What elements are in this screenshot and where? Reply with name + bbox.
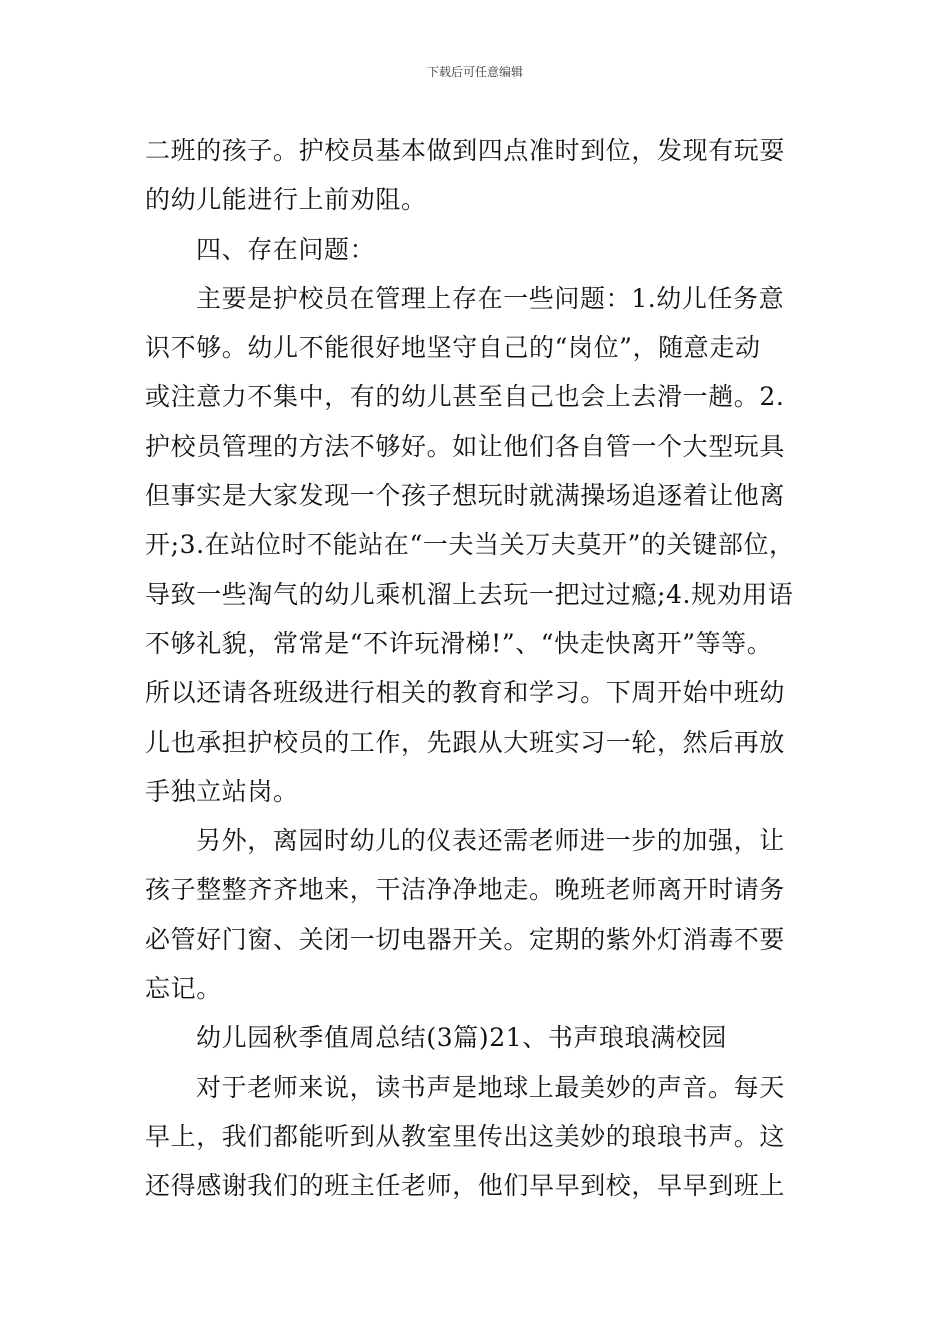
text-line: 二班的孩子。护校员基本做到四点准时到位，发现有玩耍 bbox=[145, 136, 786, 165]
text-line: 孩子整整齐齐地来，干洁净净地走。晚班老师离开时请务 bbox=[145, 875, 786, 905]
text-line: 主要是护校员在管理上存在一些问题：1.幼儿任务意 bbox=[196, 283, 785, 313]
text-line: 必管好门窗、关闭一切电器开关。定期的紫外灯消毒不要 bbox=[145, 924, 786, 954]
text-line: 但事实是大家发现一个孩子想玩时就满操场追逐着让他离 bbox=[145, 481, 786, 511]
text-line: 忘记。 bbox=[145, 974, 222, 1004]
text-line: 护校员管理的方法不够好。如让他们各自管一个大型玩具 bbox=[145, 431, 786, 461]
text-line: 不够礼貌，常常是“不许玩滑梯!”、“快走快离开”等等。 bbox=[145, 628, 773, 658]
text-line: 所以还请各班级进行相关的教育和学习。下周开始中班幼 bbox=[145, 678, 786, 708]
text-line: 早上，我们都能听到从教室里传出这美妙的琅琅书声。这 bbox=[145, 1121, 786, 1151]
text-line: 对于老师来说，读书声是地球上最美妙的声音。每天 bbox=[196, 1072, 785, 1102]
page-header: 下载后可任意编辑 bbox=[426, 65, 523, 79]
document-body bbox=[145, 126, 825, 1211]
text-line: 开;3.在站位时不能站在“一夫当关万夫莫开”的关键部位， bbox=[145, 530, 795, 560]
text-line: 另外，离园时幼儿的仪表还需老师进一步的加强，让 bbox=[196, 826, 785, 856]
text-line: 的幼儿能进行上前劝阻。 bbox=[145, 185, 427, 215]
text-line: 手独立站岗。 bbox=[145, 776, 299, 806]
text-line: 导致一些淘气的幼儿乘机溜上去玩一把过过瘾;4.规劝用语 bbox=[145, 579, 794, 609]
text-line: 识不够。幼儿不能很好地坚守自己的“岗位”，随意走动 bbox=[145, 333, 761, 363]
article-title: 幼儿园秋季值周总结(3篇)21、书声琅琅满校园 bbox=[196, 1023, 728, 1053]
section-heading: 四、存在问题： bbox=[196, 234, 376, 264]
text-line: 儿也承担护校员的工作，先跟从大班实习一轮，然后再放 bbox=[145, 727, 786, 757]
text-line: 还得感谢我们的班主任老师，他们早早到校，早早到班上 bbox=[145, 1171, 786, 1201]
text-line: 或注意力不集中，有的幼儿甚至自己也会上去滑一趟。2. bbox=[145, 382, 785, 412]
